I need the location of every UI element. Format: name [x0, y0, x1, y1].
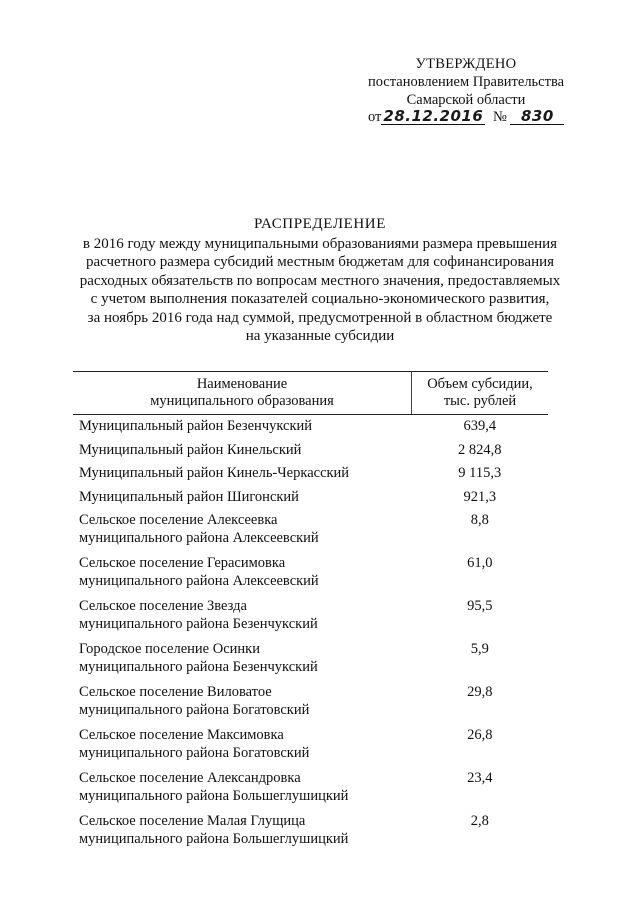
table-header-row — [73, 372, 548, 415]
subsidy-table — [73, 371, 548, 856]
municipality-name-line-1: Сельское поселение Максимовка — [79, 727, 284, 743]
subsidy-value: 26,8 — [467, 727, 493, 743]
header-value-line-2: тыс. рублей — [443, 393, 517, 409]
table-row — [73, 641, 548, 684]
approval-title: УТВЕРЖДЕНО — [415, 56, 517, 72]
municipality-name-line-1: Сельское поселение Алексеевка — [79, 512, 278, 528]
subsidy-value: 9 115,3 — [458, 465, 502, 481]
municipality-name-line-1: Муниципальный район Шигонский — [79, 488, 299, 505]
subsidy-value: 8,8 — [470, 512, 489, 528]
heading-line: расходных обязательств по вопросам местного значения, предоставляемых — [79, 272, 561, 289]
date-prefix: от — [368, 109, 382, 125]
municipality-name-line-2: муниципального района Алексеевский — [79, 529, 319, 546]
subsidy-value: 5,9 — [470, 641, 489, 657]
municipality-name-line-1: Городское поселение Осинки — [79, 641, 260, 657]
municipality-name-line-1: Муниципальный район Кинельский — [79, 441, 302, 458]
subsidy-value: 2 824,8 — [458, 441, 502, 458]
heading-line: расчетного размера субсидий местным бюджетам для софинансирования — [85, 254, 555, 270]
handwritten-date: 28.12.2016 — [383, 107, 484, 125]
heading-line: за ноябрь 2016 года над суммой, предусмотренной в областном бюджете — [87, 309, 553, 326]
municipality-name-line-1: Сельское поселение Герасимовка — [79, 555, 286, 571]
column-header-value — [412, 372, 549, 415]
municipality-name — [73, 489, 412, 513]
subsidy-value: 2,8 — [470, 813, 489, 829]
subsidy-value: 95,5 — [467, 598, 493, 614]
municipality-name-line-1: Сельское поселение Звезда — [79, 598, 247, 614]
table-row — [73, 512, 548, 555]
municipality-name-line-2: муниципального района Безенчукский — [79, 658, 318, 675]
approval-block — [356, 55, 576, 109]
table-row — [73, 442, 548, 466]
heading-line: с учетом выполнения показателей социально-экономического развития, — [90, 291, 550, 307]
municipality-name-line-1: Сельское поселение Малая Глущица — [79, 813, 306, 829]
table-row — [73, 465, 548, 489]
municipality-name — [73, 727, 412, 770]
header-value-line-1: Объем субсидии, — [427, 376, 533, 392]
handwritten-number: 830 — [510, 109, 564, 125]
subsidy-value: 29,8 — [467, 684, 493, 700]
table-row — [73, 684, 548, 727]
municipality-name-line-2: муниципального района Богатовский — [79, 744, 310, 761]
municipality-name — [73, 415, 412, 442]
municipality-name-line-2: муниципального района Алексеевский — [79, 572, 319, 589]
municipality-name — [73, 512, 412, 555]
number-prefix: № — [492, 109, 507, 125]
municipality-name — [73, 770, 412, 813]
municipality-name-line-2: муниципального района Большеглушицкий — [79, 787, 349, 804]
header-name-line-2: муниципального образования — [150, 393, 334, 409]
municipality-name — [73, 684, 412, 727]
table-row — [73, 489, 548, 513]
approval-line-1: постановлением Правительства — [367, 74, 565, 90]
municipality-name — [73, 555, 412, 598]
table-row — [73, 727, 548, 770]
column-header-name — [73, 372, 412, 415]
table-row — [73, 598, 548, 641]
municipality-name — [73, 442, 412, 466]
subsidy-value: 921,3 — [463, 488, 497, 505]
heading-line: на указанные субсидии — [245, 328, 395, 344]
table-row — [73, 813, 548, 856]
subsidy-value: 61,0 — [467, 555, 493, 571]
approval-date-number — [368, 109, 564, 126]
table-row — [73, 555, 548, 598]
municipality-name-line-2: муниципального района Большеглушицкий — [79, 830, 349, 847]
table-row — [73, 415, 548, 442]
municipality-name — [73, 641, 412, 684]
table-row — [73, 770, 548, 813]
municipality-name-line-1: Муниципальный район Безенчукский — [79, 418, 313, 434]
municipality-name-line-1: Муниципальный район Кинель-Черкасский — [79, 465, 350, 481]
heading-line: в 2016 году между муниципальными образованиями размера превышения — [82, 235, 558, 252]
document-heading — [60, 215, 580, 346]
municipality-name — [73, 813, 412, 856]
header-name-line-1: Наименование — [196, 376, 288, 392]
municipality-name-line-1: Сельское поселение Виловатое — [79, 684, 272, 700]
municipality-name-line-2: муниципального района Богатовский — [79, 701, 310, 718]
subsidy-value: 639,4 — [463, 418, 497, 434]
municipality-name — [73, 598, 412, 641]
municipality-name-line-1: Сельское поселение Александровка — [79, 770, 301, 786]
subsidy-value: 23,4 — [467, 770, 493, 786]
document-title: РАСПРЕДЕЛЕНИЕ — [253, 216, 386, 232]
approval-line-2: Самарской области — [406, 92, 526, 108]
municipality-name-line-2: муниципального района Безенчукский — [79, 615, 318, 632]
municipality-name — [73, 465, 412, 489]
